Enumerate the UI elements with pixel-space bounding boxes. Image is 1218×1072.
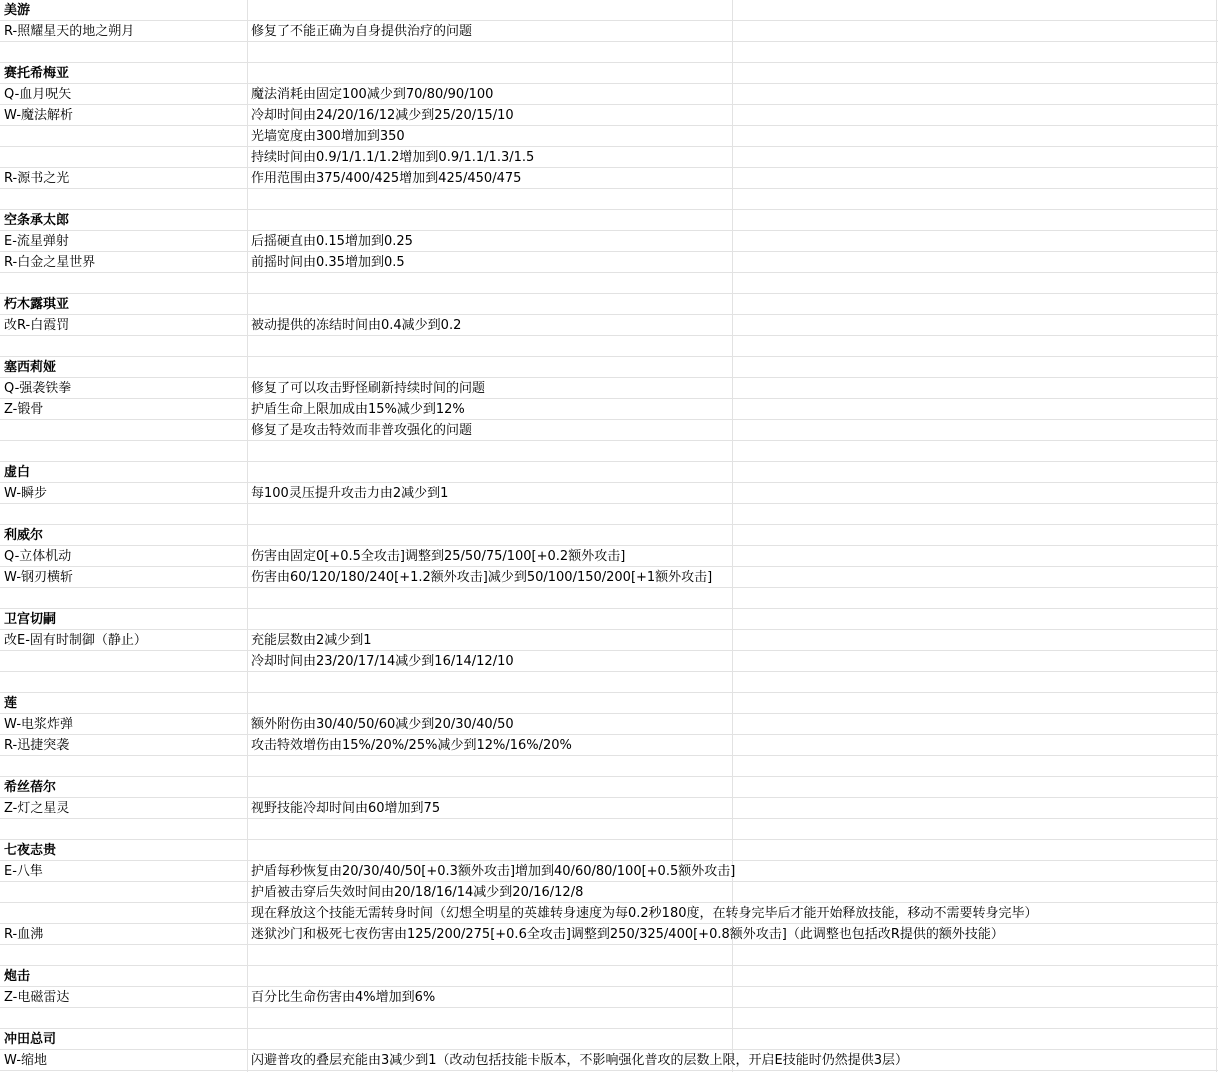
table-row [0, 861, 1218, 882]
table-row [0, 924, 1218, 945]
blank-row [0, 672, 1218, 693]
table-row [0, 630, 1218, 651]
skill-cell[interactable]: Q-立体机动 [4, 549, 72, 564]
table-row [0, 651, 1218, 672]
skill-cell[interactable]: R-迅捷突袭 [4, 738, 70, 753]
blank-row [0, 504, 1218, 525]
change-description-cell[interactable]: 修复了可以攻击野怪刷新持续时间的问题 [251, 381, 486, 396]
hero-name-cell[interactable]: 朽木露琪亚 [4, 297, 70, 312]
skill-cell[interactable]: Z-灯之星灵 [4, 801, 70, 816]
hero-name-cell[interactable]: 七夜志贵 [4, 843, 57, 858]
table-row [0, 315, 1218, 336]
hero-name-cell[interactable]: 卫宫切嗣 [4, 612, 57, 627]
hero-name-cell[interactable]: 美游 [4, 3, 31, 18]
blank-row [0, 945, 1218, 966]
hero-header-row [0, 777, 1218, 798]
hero-name-cell[interactable]: 虚白 [4, 465, 31, 480]
table-row [0, 168, 1218, 189]
hero-header-row [0, 210, 1218, 231]
hero-header-row [0, 525, 1218, 546]
change-description-cell[interactable]: 视野技能冷却时间由60增加到75 [251, 801, 441, 816]
change-description-cell[interactable]: 迷狱沙门和极死七夜伤害由125/200/275[+0.6全攻击]调整到250/325/400[+0.8额外攻击]（此调整也包括改R提供的额外技能） [251, 927, 1004, 942]
table-row [0, 1050, 1218, 1071]
hero-header-row [0, 966, 1218, 987]
change-description-cell[interactable]: 冷却时间由23/20/17/14减少到16/14/12/10 [251, 654, 514, 669]
change-description-cell[interactable]: 每100灵压提升攻击力由2减少到1 [251, 486, 449, 501]
table-row [0, 399, 1218, 420]
table-row [0, 714, 1218, 735]
hero-name-cell[interactable]: 炮击 [4, 969, 31, 984]
change-description-cell[interactable]: 伤害由固定0[+0.5全攻击]调整到25/50/75/100[+0.2额外攻击] [251, 549, 626, 564]
table-row [0, 567, 1218, 588]
hero-name-cell[interactable]: 希丝蓓尔 [4, 780, 57, 795]
change-description-cell[interactable]: 冷却时间由24/20/16/12减少到25/20/15/10 [251, 108, 514, 123]
change-description-cell[interactable]: 百分比生命伤害由4%增加到6% [251, 990, 436, 1005]
skill-cell[interactable]: R-白金之星世界 [4, 255, 96, 270]
change-description-cell[interactable]: 护盾被击穿后失效时间由20/18/16/14减少到20/16/12/8 [251, 885, 584, 900]
table-row [0, 84, 1218, 105]
hero-name-cell[interactable]: 莲 [4, 696, 18, 711]
blank-row [0, 336, 1218, 357]
hero-name-cell[interactable]: 赛托希梅亚 [4, 66, 70, 81]
hero-header-row [0, 840, 1218, 861]
hero-name-cell[interactable]: 冲田总司 [4, 1032, 57, 1047]
change-description-cell[interactable]: 伤害由60/120/180/240[+1.2额外攻击]减少到50/100/150/200[+1额外攻击] [251, 570, 713, 585]
change-description-cell[interactable]: 后摇硬直由0.15增加到0.25 [251, 234, 413, 249]
skill-cell[interactable]: R-源书之光 [4, 171, 70, 186]
hero-header-row [0, 357, 1218, 378]
change-description-cell[interactable]: 被动提供的冻结时间由0.4减少到0.2 [251, 318, 462, 333]
skill-cell[interactable]: E-八隼 [4, 864, 43, 879]
change-description-cell[interactable]: 攻击特效增伤由15%/20%/25%减少到12%/16%/20% [251, 738, 572, 753]
skill-cell[interactable]: 改R-白霞罚 [4, 318, 70, 333]
skill-cell[interactable]: R-照耀星天的地之朔月 [4, 24, 135, 39]
table-row [0, 105, 1218, 126]
change-description-cell[interactable]: 修复了是攻击特效而非普攻强化的问题 [251, 423, 473, 438]
skill-cell[interactable]: R-血沸 [4, 927, 44, 942]
hero-header-row [0, 462, 1218, 483]
table-row [0, 735, 1218, 756]
blank-row [0, 588, 1218, 609]
skill-cell[interactable]: Q-血月呪矢 [4, 87, 72, 102]
change-description-cell[interactable]: 作用范围由375/400/425增加到425/450/475 [251, 171, 522, 186]
change-description-cell[interactable]: 现在释放这个技能无需转身时间（幻想全明星的英雄转身速度为每0.2秒180度，在转身完毕后才能开始释放技能，移动不需要转身完毕） [251, 906, 1038, 921]
blank-row [0, 819, 1218, 840]
change-description-cell[interactable]: 闪避普攻的叠层充能由3减少到1（改动包括技能卡版本，不影响强化普攻的层数上限，开启E技能时仍然提供3层） [251, 1053, 909, 1068]
change-description-cell[interactable]: 光墙宽度由300增加到350 [251, 129, 405, 144]
table-row [0, 483, 1218, 504]
table-row [0, 147, 1218, 168]
change-description-cell[interactable]: 持续时间由0.9/1/1.1/1.2增加到0.9/1.1/1.3/1.5 [251, 150, 535, 165]
change-description-cell[interactable]: 护盾每秒恢复由20/30/40/50[+0.3额外攻击]增加到40/60/80/100[+0.5额外攻击] [251, 864, 736, 879]
hero-header-row [0, 63, 1218, 84]
blank-row [0, 441, 1218, 462]
skill-cell[interactable]: Q-强袭铁拳 [4, 381, 72, 396]
hero-name-cell[interactable]: 塞西莉娅 [4, 360, 57, 375]
change-description-cell[interactable]: 前摇时间由0.35增加到0.5 [251, 255, 405, 270]
blank-row [0, 1008, 1218, 1029]
change-description-cell[interactable]: 魔法消耗由固定100减少到70/80/90/100 [251, 87, 494, 102]
blank-row [0, 273, 1218, 294]
hero-header-row [0, 693, 1218, 714]
change-description-cell[interactable]: 修复了不能正确为自身提供治疗的问题 [251, 24, 473, 39]
change-description-cell[interactable]: 护盾生命上限加成由15%减少到12% [251, 402, 465, 417]
table-row [0, 126, 1218, 147]
skill-cell[interactable]: W-魔法解析 [4, 108, 74, 123]
skill-cell[interactable]: W-瞬步 [4, 486, 48, 501]
hero-name-cell[interactable]: 空条承太郎 [4, 213, 70, 228]
hero-header-row [0, 1029, 1218, 1050]
skill-cell[interactable]: W-缩地 [4, 1053, 48, 1068]
table-row [0, 420, 1218, 441]
hero-header-row [0, 0, 1218, 21]
table-row [0, 546, 1218, 567]
table-row [0, 252, 1218, 273]
skill-cell[interactable]: Z-锻骨 [4, 402, 44, 417]
hero-header-row [0, 609, 1218, 630]
table-row [0, 903, 1218, 924]
table-row [0, 987, 1218, 1008]
table-row [0, 882, 1218, 903]
change-description-cell[interactable]: 额外附伤由30/40/50/60减少到20/30/40/50 [251, 717, 514, 732]
hero-header-row [0, 294, 1218, 315]
skill-cell[interactable]: W-钢刃横斩 [4, 570, 74, 585]
table-row [0, 798, 1218, 819]
blank-row [0, 756, 1218, 777]
skill-cell[interactable]: Z-电磁雷达 [4, 990, 70, 1005]
table-row [0, 378, 1218, 399]
table-row [0, 231, 1218, 252]
blank-row [0, 42, 1218, 63]
table-row [0, 21, 1218, 42]
skill-cell[interactable]: E-流星弹射 [4, 234, 69, 249]
skill-cell[interactable]: 改E-固有时制御（静止） [4, 633, 147, 648]
hero-name-cell[interactable]: 利威尔 [4, 528, 44, 543]
blank-row [0, 189, 1218, 210]
change-description-cell[interactable]: 充能层数由2减少到1 [251, 633, 372, 648]
skill-cell[interactable]: W-电浆炸弹 [4, 717, 74, 732]
